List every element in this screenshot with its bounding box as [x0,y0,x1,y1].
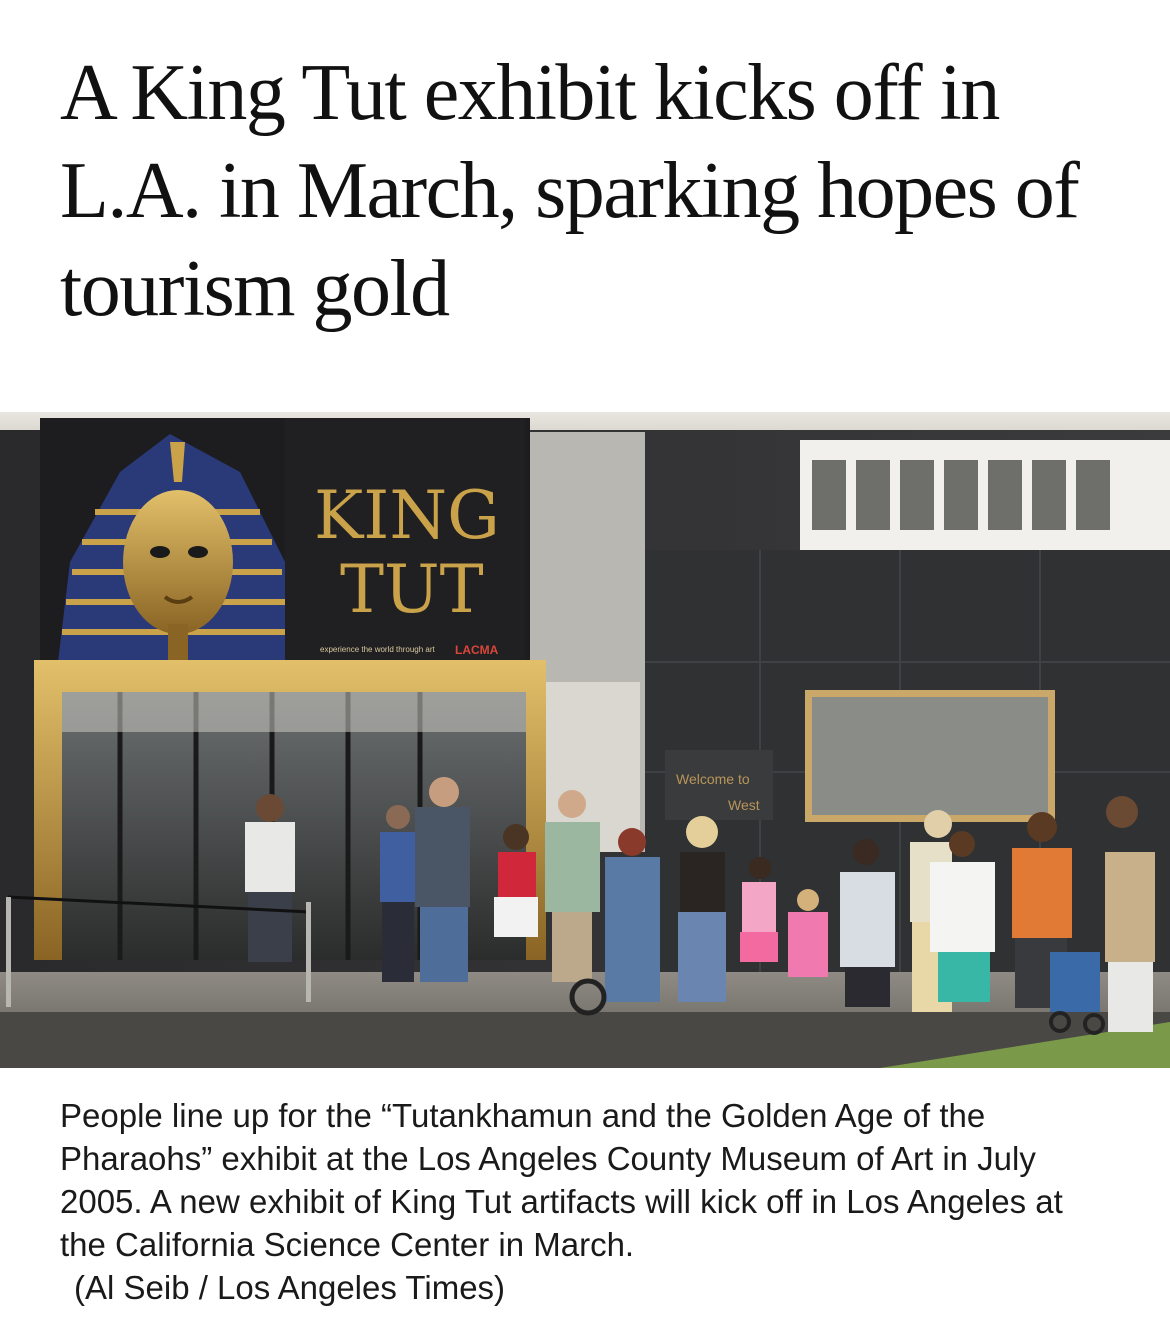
photo-credit: (Al Seib / Los Angeles Times) [74,1269,506,1306]
sign-king-text: KING [314,477,500,554]
photo-caption-text: People line up for the “Tutankhamun and the Golden Age of the Pharaohs” exhibit at the Los Angeles County Museum of Art in July 2005. A new exhibit of King Tut artifacts will kick off in Los Angeles at the California Science Center in March. [60,1097,1063,1263]
article-photo [0,412,1170,1068]
sign-tagline-text: experience the world through art [320,645,435,654]
lacma-logo-text: LACMA [455,643,499,657]
welcome-sign-text-1: Welcome to [676,771,750,787]
article-headline: A King Tut exhibit kicks off in L.A. in March, sparking hopes of tourism gold [60,49,1079,333]
welcome-sign-text-2: West [728,797,760,813]
sign-tut-text: TUT [340,551,484,628]
museum-entrance-illustration [0,412,1170,1068]
photo-caption [60,1094,1110,1309]
